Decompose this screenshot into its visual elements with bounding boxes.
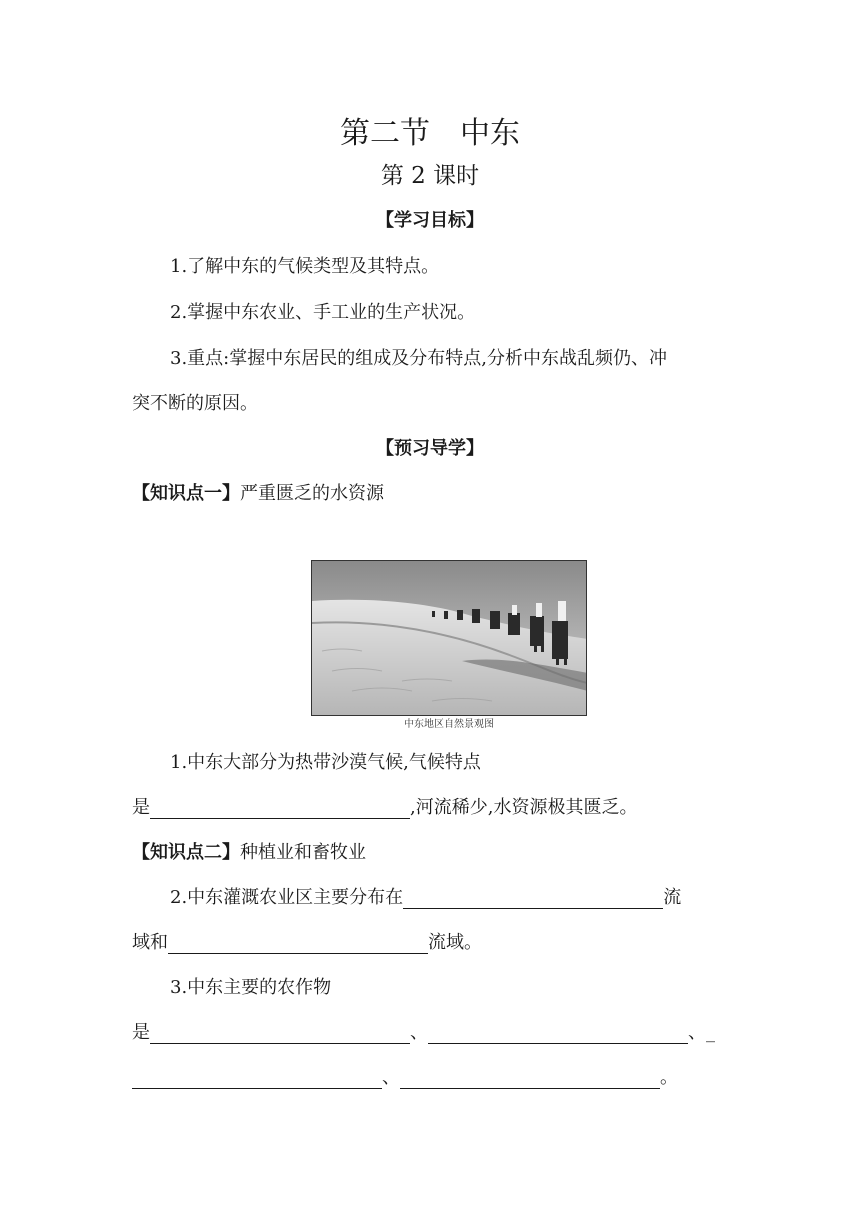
answer-blank-climate[interactable]	[150, 798, 410, 819]
answer-blank-crop-1[interactable]	[150, 1023, 410, 1044]
question-2-suffix1: 流	[663, 887, 682, 908]
question-2-line2	[132, 928, 482, 954]
lesson-subtitle: 第 2 课时	[380, 163, 480, 189]
question-3-sep1: 、	[410, 1022, 428, 1043]
question-1-line1: 1.中东大部分为热带沙漠气候,气候特点	[170, 752, 481, 773]
knowledge-point-2-heading	[132, 838, 366, 864]
question-1-line2	[132, 793, 637, 819]
knowledge-point-1-tag: 【知识点一】	[132, 483, 240, 504]
question-2-line2-suffix: 流域。	[428, 932, 482, 953]
question-3-tail-underscore: _	[706, 1022, 715, 1043]
answer-blank-river-1[interactable]	[403, 888, 663, 909]
question-1-suffix: ,河流稀少,水资源极其匮乏。	[410, 797, 638, 818]
knowledge-point-1-title: 严重匮乏的水资源	[240, 483, 384, 504]
desert-landscape-photo	[311, 560, 587, 716]
objective-item-3-line2: 突不断的原因。	[132, 393, 258, 414]
question-3-sep3: 、	[382, 1067, 400, 1088]
knowledge-point-2-title: 种植业和畜牧业	[240, 842, 366, 863]
question-2-line1	[170, 883, 681, 909]
question-3-prefix: 是	[132, 1022, 150, 1043]
desert-camel-caravan-image	[312, 561, 587, 716]
page-title: 第二节 中东	[340, 116, 520, 151]
question-3-line3	[132, 1063, 678, 1089]
question-3-line1: 3.中东主要的农作物	[170, 977, 332, 998]
answer-blank-crop-3[interactable]	[132, 1068, 382, 1089]
preview-heading: 【预习导学】	[376, 438, 484, 459]
knowledge-point-2-tag: 【知识点二】	[132, 842, 240, 863]
objective-item-3-line1: 3.重点:掌握中东居民的组成及分布特点,分析中东战乱频仍、冲	[170, 348, 667, 369]
objectives-heading: 【学习目标】	[376, 210, 484, 231]
objective-item-2: 2.掌握中东农业、手工业的生产状况。	[170, 302, 476, 323]
image-caption: 中东地区自然景观图	[404, 719, 494, 730]
objective-item-1: 1.了解中东的气候类型及其特点。	[170, 256, 440, 277]
answer-blank-crop-4[interactable]	[400, 1068, 660, 1089]
question-2-prefix: 2.中东灌溉农业区主要分布在	[170, 887, 404, 908]
question-1-prefix: 是	[132, 797, 150, 818]
question-3-sep2: 、	[688, 1022, 706, 1043]
answer-blank-crop-2[interactable]	[428, 1023, 688, 1044]
knowledge-point-1-heading	[132, 479, 384, 505]
question-2-line2-prefix: 域和	[132, 932, 168, 953]
question-3-line2	[132, 1018, 715, 1044]
answer-blank-river-2[interactable]	[168, 933, 428, 954]
question-3-end: 。	[660, 1067, 678, 1088]
